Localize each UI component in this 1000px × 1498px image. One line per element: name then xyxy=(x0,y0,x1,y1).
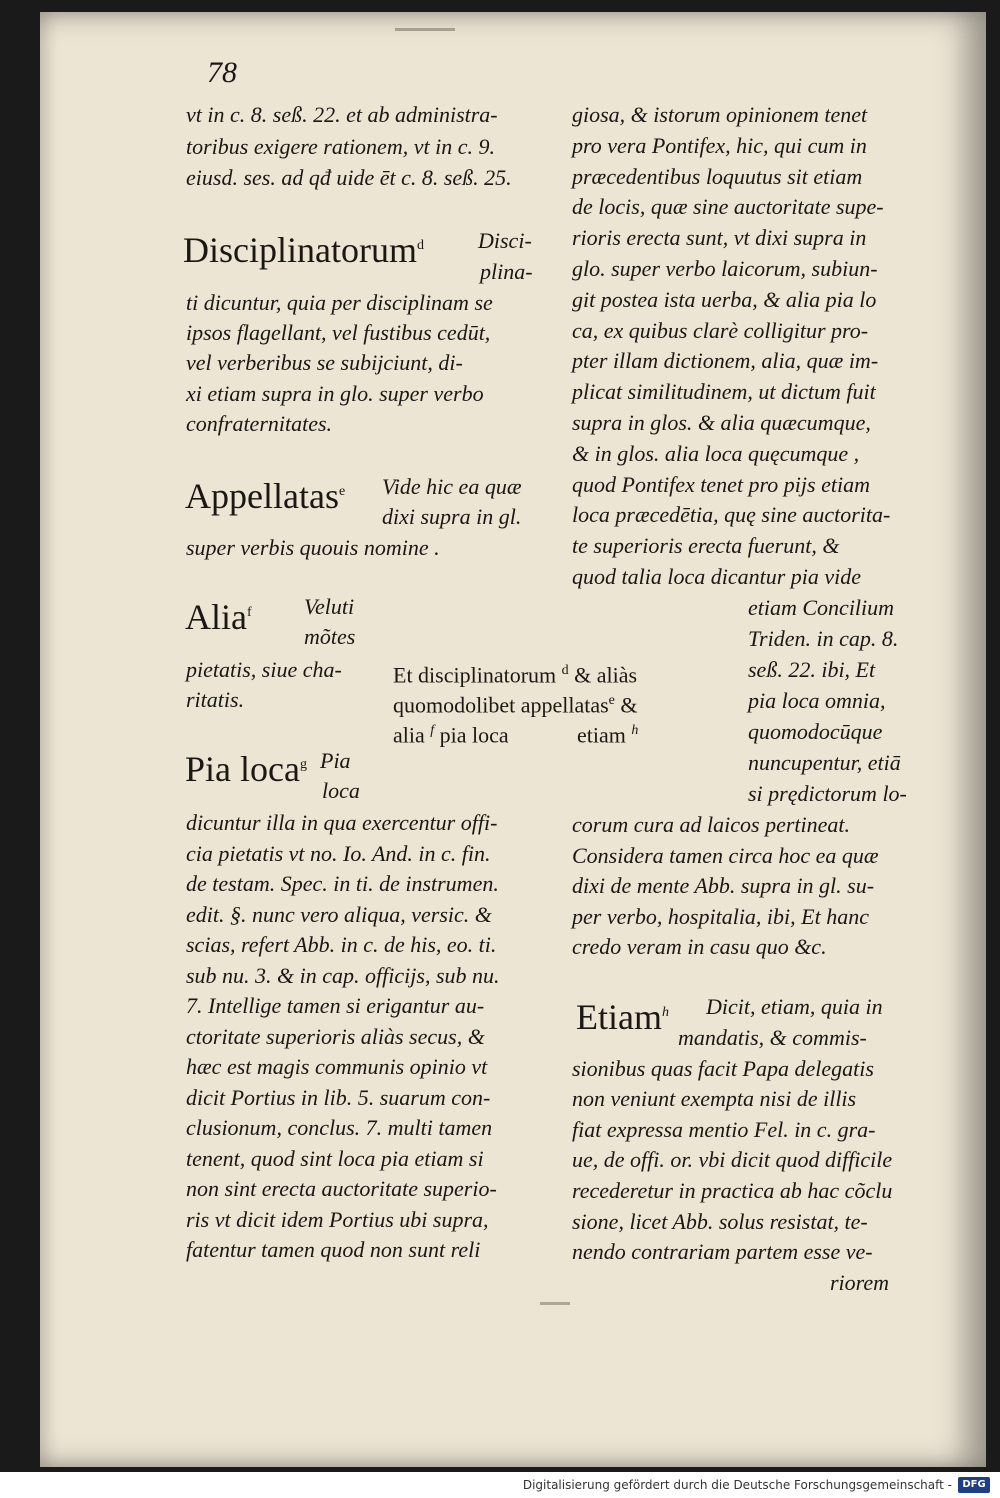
right-top-line-10: plicat similitudinem, ut dictum fuit xyxy=(572,379,876,405)
right-top-line-14: loca præcedētia, quę sine auctorita- xyxy=(572,502,891,528)
etiam-first-line: Dicit, etiam, quia in xyxy=(706,994,883,1019)
etiam-line-3: non veniunt exempta nisi de illis xyxy=(572,1086,857,1112)
right-top-line-15: te superioris erecta fuerunt, & xyxy=(572,533,840,559)
heading-text: Alia xyxy=(185,597,247,637)
pia-loca-line-4: edit. §. nunc vero aliqua, versic. & xyxy=(186,901,492,927)
center-text-span: Et disciplinatorum xyxy=(393,662,557,688)
gloss-heading-alia xyxy=(185,593,252,637)
disciplinatorum-line-3: vel verberibus se subijciunt, di- xyxy=(186,350,463,375)
pia-loca-line-9: hæc est magis communis opinio vt xyxy=(186,1054,488,1079)
bottom-ink-mark xyxy=(540,1302,570,1305)
note-letter: e xyxy=(338,484,346,499)
center-text-span: etiam xyxy=(577,722,626,748)
right-top-line-3: præcedentibus loquutus sit etiam xyxy=(572,163,863,189)
appellatas-line-1: super verbis quouis nomine . xyxy=(186,535,440,560)
right-after-line-3: dixi de mente Abb. supra in gl. su- xyxy=(572,873,875,899)
etiam-line-7: sione, licet Abb. solus resistat, te- xyxy=(572,1208,868,1234)
alia-line-1: pietatis, siue cha- xyxy=(186,657,342,682)
gloss-heading-disciplinatorum xyxy=(183,226,424,270)
heading-text: Disciplinatorum xyxy=(183,230,417,270)
center-text-span: quomodolibet appellatas xyxy=(393,692,609,718)
disciplinatorum-line-4: xi etiam supra in glo. super verbo xyxy=(186,381,484,406)
note-letter: h xyxy=(661,1005,669,1020)
etiam-line-9: riorem xyxy=(830,1269,890,1295)
pia-loca-line-7: 7. Intellige tamen si erigantur au- xyxy=(186,993,485,1018)
right-side-line-4: pia loca omnia, xyxy=(748,688,886,713)
gloss-heading-etiam xyxy=(576,993,669,1037)
heading-text: Appellatas xyxy=(185,476,339,516)
disciplinatorum-side-2: plina- xyxy=(480,259,533,284)
note-letter: d xyxy=(416,238,424,253)
right-top-line-8: ca, ex quibus clarè colligitur pro- xyxy=(572,317,869,343)
right-top-line-2: pro vera Pontifex, hic, qui cum in xyxy=(572,132,867,158)
etiam-line-8: nendo contrariam partem esse ve- xyxy=(572,1239,873,1265)
pia-loca-side-1: Pia xyxy=(320,748,351,773)
right-after-line-1: corum cura ad laicos pertineat. xyxy=(572,812,851,837)
dfg-logo: DFG xyxy=(958,1477,990,1493)
heading-text: Pia loca xyxy=(185,749,300,789)
disciplinatorum-line-1: ti dicuntur, quia per disciplinam se xyxy=(186,290,493,315)
pia-loca-line-5: scias, refert Abb. in c. de his, eo. ti. xyxy=(186,932,497,957)
right-side-line-3: seß. 22. ibi, Et xyxy=(748,657,876,682)
pia-loca-side-2: loca xyxy=(322,778,360,803)
right-top-line-7: git postea ista uerba, & alia pia lo xyxy=(572,286,877,312)
right-after-line-2: Considera tamen circa hoc ea quæ xyxy=(572,842,879,868)
right-top-line-11: supra in glos. & alia quæcumque, xyxy=(572,410,871,435)
gloss-heading-pia-loca xyxy=(185,745,307,789)
pia-loca-line-2: cia pietatis vt no. Io. And. in c. fin. xyxy=(186,840,491,866)
note-letter: f xyxy=(246,605,252,620)
alia-side-2: mõtes xyxy=(304,624,356,649)
right-side-line-1: etiam Concilium xyxy=(748,595,895,620)
right-side-line-7: si prędictorum lo- xyxy=(748,781,907,806)
pia-loca-line-3: de testam. Spec. in ti. de instrumen. xyxy=(186,871,499,896)
pia-loca-line-14: ris vt dicit idem Portius ubi supra, xyxy=(186,1206,489,1232)
pia-loca-line-12: tenent, quod sint loca pia etiam si xyxy=(186,1145,484,1171)
etiam-line-4: fiat expressa mentio Fel. in c. gra- xyxy=(572,1116,876,1142)
etiam-line-2: sionibus quas facit Papa delegatis xyxy=(572,1055,874,1081)
gloss-heading-appellatas xyxy=(185,472,345,516)
right-side-line-5: quomodocūque xyxy=(748,719,883,744)
alia-line-2: ritatis. xyxy=(186,687,245,712)
footer-text: Digitalisierung gefördert durch die Deutsche Forschungsgemeinschaft - xyxy=(522,1478,952,1492)
center-text-line-3b xyxy=(577,716,638,750)
center-text-span: & aliàs xyxy=(574,662,638,688)
etiam-line-6: recederetur in practica ab hac cõclu xyxy=(572,1178,893,1203)
pia-loca-line-15: fatentur tamen quod non sunt reli xyxy=(186,1237,481,1262)
heading-text: Etiam xyxy=(576,997,662,1037)
center-text-span: & xyxy=(620,692,638,718)
page-number: 78 xyxy=(207,56,237,89)
right-top-line-1: giosa, & istorum opinionem tenet xyxy=(572,102,868,127)
right-after-line-4: per verbo, hospitalia, ibi, Et hanc xyxy=(572,903,869,929)
pia-loca-line-1: dicuntur illa in qua exercentur offi- xyxy=(186,810,498,835)
disciplinatorum-line-2: ipsos flagellant, vel fustibus cedūt, xyxy=(186,320,491,345)
left-top-line-1: vt in c. 8. seß. 22. et ab administra- xyxy=(186,102,498,127)
note-letter: e xyxy=(608,693,615,708)
note-letter: h xyxy=(631,723,639,738)
appellatas-side-2: dixi supra in gl. xyxy=(382,504,522,529)
left-top-line-2: toribus exigere rationem, vt in c. 9. xyxy=(186,134,495,159)
note-letter: f xyxy=(430,723,435,738)
disciplinatorum-line-5: confraternitates. xyxy=(186,411,333,436)
center-text-line-3 xyxy=(393,716,509,750)
footer-bar xyxy=(0,1472,1000,1498)
left-top-line-3: eiusd. ses. ad qđ uide ēt c. 8. seß. 25. xyxy=(186,165,512,190)
right-top-line-5: rioris erecta sunt, vt dixi supra in xyxy=(572,225,867,251)
pia-loca-line-6: sub nu. 3. & in cap. officijs, sub nu. xyxy=(186,962,500,988)
note-letter: g xyxy=(299,757,307,772)
appellatas-side-1: Vide hic ea quæ xyxy=(382,474,522,499)
right-top-line-4: de locis, quæ sine auctoritate supe- xyxy=(572,194,884,220)
pia-loca-line-13: non sint erecta auctoritate superio- xyxy=(186,1176,497,1201)
etiam-line-5: ue, de offi. or. vbi dicit quod difficile xyxy=(572,1147,893,1173)
center-text-span: pia loca xyxy=(439,722,509,748)
right-side-line-6: nuncupentur, etiā xyxy=(748,750,901,775)
right-after-line-5: credo veram in casu quo &c. xyxy=(572,934,827,960)
note-letter: d xyxy=(561,663,569,678)
pia-loca-line-10: dicit Portius in lib. 5. suarum con- xyxy=(186,1084,491,1110)
right-top-line-6: glo. super verbo laicorum, subiun- xyxy=(572,256,878,281)
alia-side-1: Veluti xyxy=(304,594,355,619)
right-top-line-9: pter illam dictionem, alia, quæ im- xyxy=(572,348,879,374)
center-text-span: alia xyxy=(393,722,425,748)
right-top-line-16: quod talia loca dicantur pia vide xyxy=(572,564,862,589)
right-side-line-2: Triden. in cap. 8. xyxy=(748,626,899,651)
etiam-line-1: mandatis, & commis- xyxy=(678,1025,867,1050)
right-top-line-13: quod Pontifex tenet pro pijs etiam xyxy=(572,471,870,497)
disciplinatorum-side-1: Disci- xyxy=(478,228,532,253)
pia-loca-line-11: clusionum, conclus. 7. multi tamen xyxy=(186,1115,493,1140)
right-top-line-12: & in glos. alia loca quęcumque , xyxy=(572,440,860,466)
top-ink-mark xyxy=(395,28,455,31)
pia-loca-line-8: ctoritate superioris aliàs secus, & xyxy=(186,1023,485,1049)
